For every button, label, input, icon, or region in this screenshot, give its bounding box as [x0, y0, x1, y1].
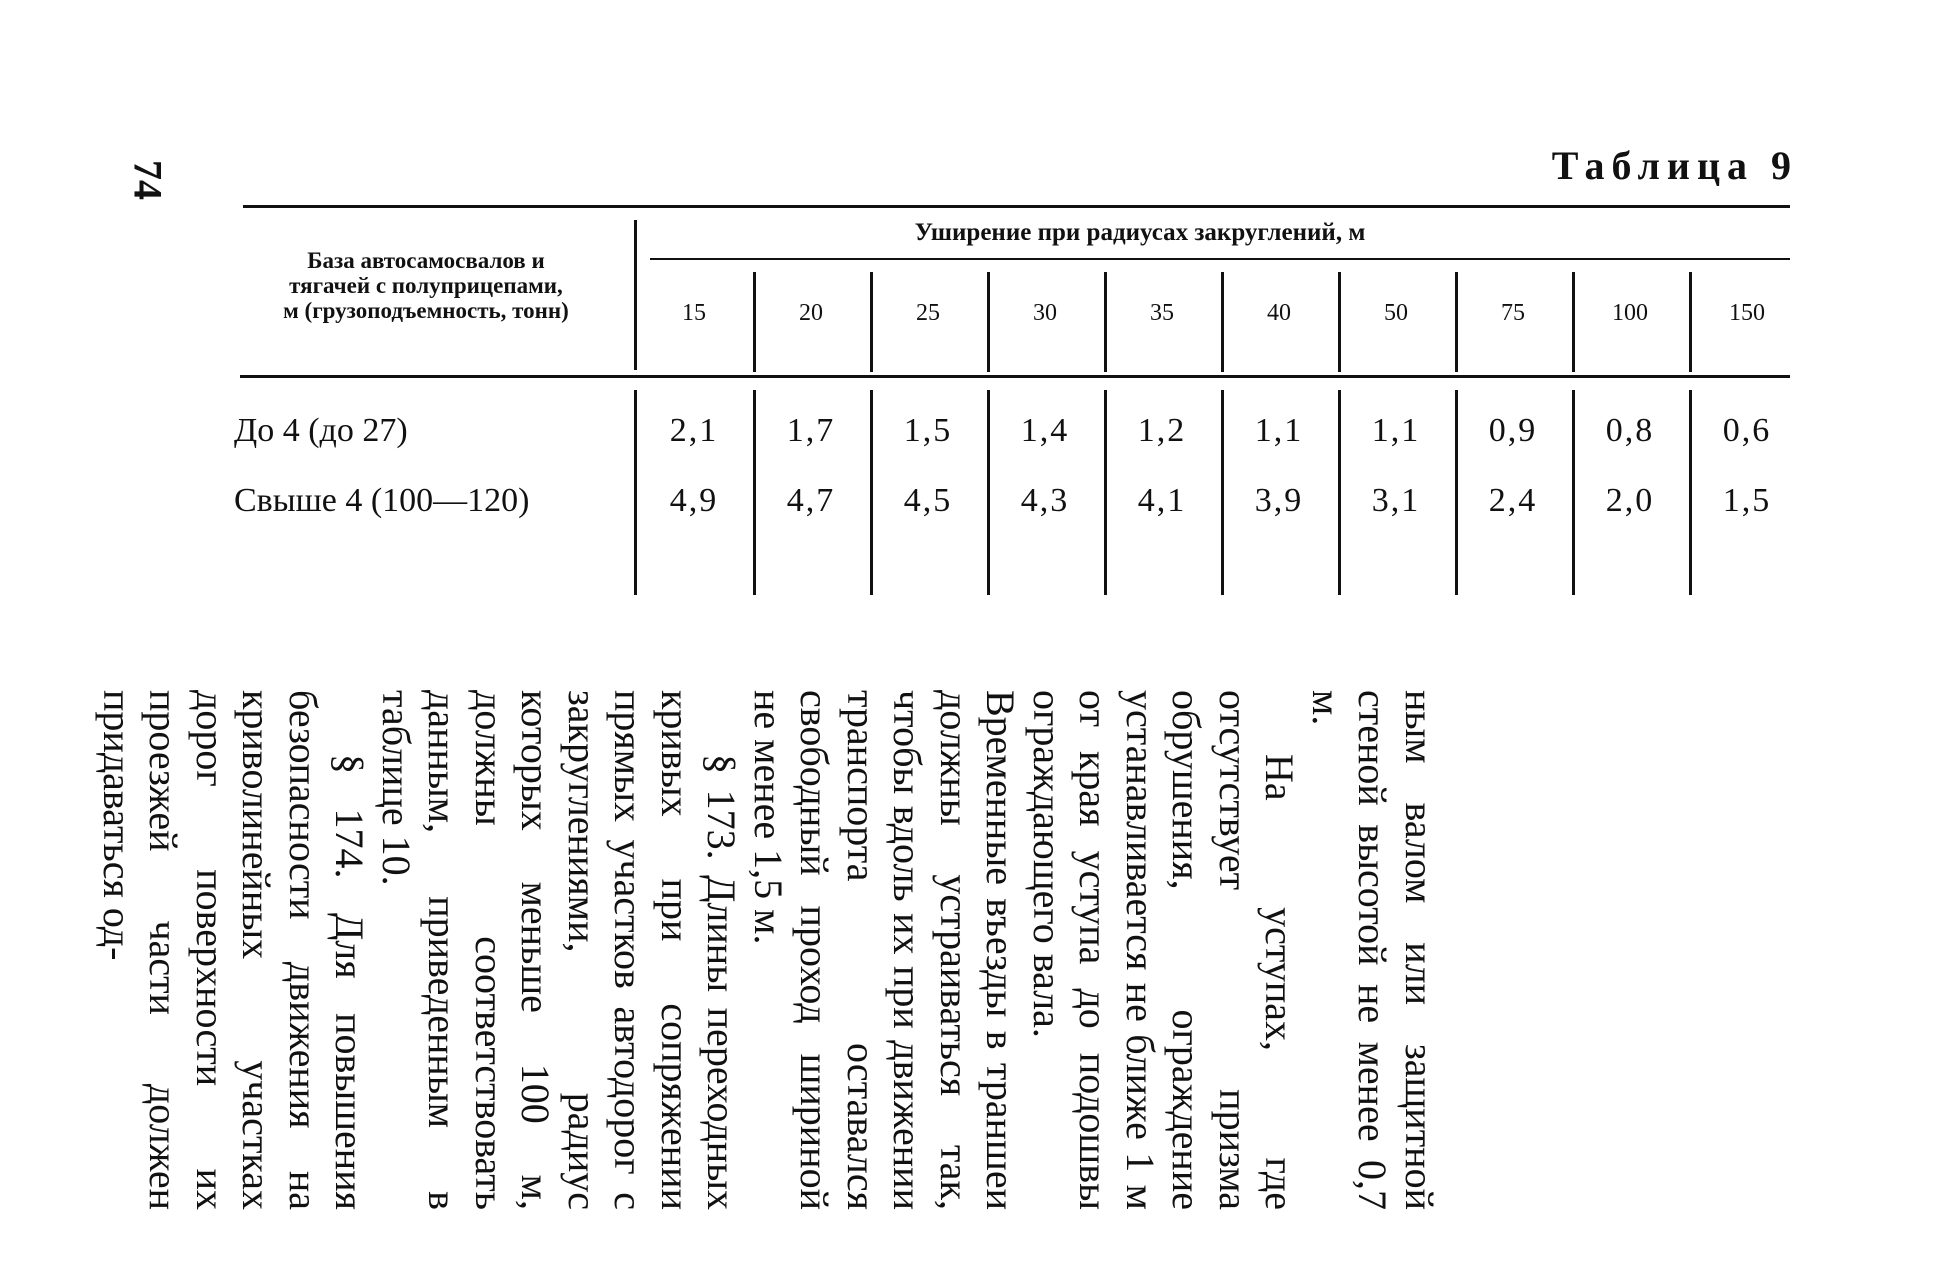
table-cell: 3,1: [1371, 482, 1421, 519]
table-cell: 4,1: [1137, 482, 1187, 519]
body-paragraph: § 174. Для повышения безопасности движения на криволинейных участках дорог поверхности их проезжей части должен придаваться од-: [95, 690, 373, 1210]
page-number: 74: [125, 160, 171, 200]
table-cell: 4,7: [786, 482, 836, 519]
column-header-radius: 20: [799, 300, 823, 326]
table-cell: 4,3: [1020, 482, 1070, 519]
column-header-radius: 15: [682, 300, 706, 326]
row-label: Свыше 4 (100—120): [234, 482, 530, 519]
table-cell: 3,9: [1254, 482, 1304, 519]
table-cell: 1,5: [903, 412, 953, 449]
first-column-header-line: тягачей с полуприцепами,: [289, 273, 563, 298]
column-header-radius: 150: [1729, 300, 1765, 326]
first-column-header-line: База автосамосвалов и: [307, 248, 545, 273]
table-cell: 1,2: [1137, 412, 1187, 449]
header-bottom-rule: [240, 375, 1790, 378]
body-paragraph: Временные въезды в траншеи должны устраиваться так, чтобы вдоль их при движении транспорта оставался свободный проход шириной не менее 1,5 м.: [746, 690, 1024, 1210]
first-column-header-line: м (грузоподъемность, тонн): [283, 298, 569, 323]
table-cell: 2,1: [669, 412, 719, 449]
first-column-divider: [634, 220, 637, 370]
column-header-radius: 30: [1033, 300, 1057, 326]
table-top-rule: [243, 205, 1790, 208]
table-cell: 0,6: [1722, 412, 1772, 449]
column-header-radius: 75: [1501, 300, 1525, 326]
table-cell: 0,9: [1488, 412, 1538, 449]
table-cell: 0,8: [1605, 412, 1655, 449]
body-paragraph: ным валом или защитной стеной высотой не менее 0,7 м.: [1304, 690, 1442, 1210]
table-cell: 4,5: [903, 482, 953, 519]
table-cell: 1,5: [1722, 482, 1772, 519]
column-header-radius: 25: [916, 300, 940, 326]
column-header-radius: 100: [1612, 300, 1648, 326]
table-cell: 1,7: [786, 412, 836, 449]
table-cell: 4,9: [669, 482, 719, 519]
first-column-header: [232, 248, 620, 323]
table-cell: 1,4: [1020, 412, 1070, 449]
column-header-radius: 40: [1267, 300, 1291, 326]
column-header-radius: 35: [1150, 300, 1174, 326]
row-label: До 4 (до 27): [234, 412, 408, 449]
body-text-rotated: [95, 690, 1442, 1210]
table-cell: 1,1: [1254, 412, 1304, 449]
body-text-block: [95, 690, 1442, 1210]
table-title: Таблица 9: [1551, 143, 1798, 188]
header-sub-rule: [650, 258, 1790, 260]
table-cell: 2,0: [1605, 482, 1655, 519]
column-header-radius: 50: [1384, 300, 1408, 326]
span-header: Уширение при радиусах закруглений, м: [914, 219, 1366, 246]
table-cell: 1,1: [1371, 412, 1421, 449]
table-cell: 2,4: [1488, 482, 1538, 519]
body-paragraph: На уступах, где отсутствует призма обрушения, ограждение устанавливается не ближе 1 м от края уступа до подошвы ограждающего вала.: [1025, 690, 1303, 1210]
first-column-divider: [634, 390, 637, 595]
body-paragraph: § 173. Длины переходных кривых при сопряжении прямых участков автодорог с закруглениями, радиус которых меньше 100 м, должны соответствовать данным, приведенным в таблице 10.: [374, 690, 745, 1210]
